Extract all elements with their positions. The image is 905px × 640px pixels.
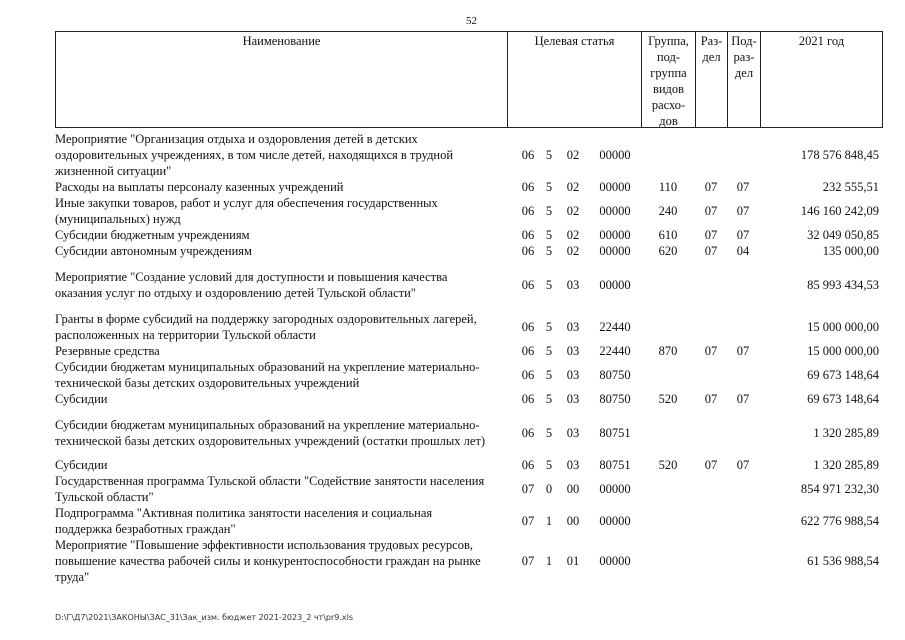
- page-number: 52: [466, 15, 477, 27]
- cell-amount: 85 993 434,53: [807, 278, 879, 292]
- cell-amount: 15 000 000,00: [807, 320, 879, 334]
- cell-t3: 03: [566, 320, 580, 334]
- cell-t4: 00000: [599, 482, 631, 496]
- cell-t3: 03: [566, 458, 580, 472]
- cell-t4: 22440: [599, 320, 631, 334]
- table-row: [55, 227, 883, 243]
- cell-t1: 06: [521, 458, 535, 472]
- cell-sec: 07: [704, 244, 718, 258]
- cell-t2: 5: [545, 148, 553, 162]
- row-name: Расходы на выплаты персоналу казенных учреждений: [55, 180, 344, 194]
- cell-t2: 5: [545, 278, 553, 292]
- cell-amount: 69 673 148,64: [807, 392, 879, 406]
- cell-t1: 06: [521, 368, 535, 382]
- cell-amount: 61 536 988,54: [807, 554, 879, 568]
- table-row: [55, 505, 883, 537]
- cell-grp: 610: [658, 228, 678, 242]
- cell-t3: 03: [566, 392, 580, 406]
- cell-amount: 146 160 242,09: [800, 204, 879, 218]
- cell-t4: 22440: [599, 344, 631, 358]
- cell-t3: 02: [566, 228, 580, 242]
- header-section: Раз- дел: [696, 32, 728, 127]
- table-row: [55, 457, 883, 473]
- cell-sec: 07: [704, 180, 718, 194]
- file-path-footer: D:\Г\Д7\2021\ЗАКОНЫ\ЗАС_31\Зак_изм. бюджет 2021-2023_2 чт\pr9.xls: [55, 613, 354, 622]
- cell-t1: 07: [521, 482, 535, 496]
- cell-t1: 06: [521, 148, 535, 162]
- row-name: Подпрограмма "Активная политика занятости населения и социальная поддержка безработных граждан": [55, 506, 433, 536]
- cell-t4: 00000: [599, 514, 631, 528]
- cell-t1: 06: [521, 228, 535, 242]
- cell-sec: 07: [704, 458, 718, 472]
- cell-t1: 06: [521, 320, 535, 334]
- cell-t3: 03: [566, 426, 580, 440]
- cell-amount: 15 000 000,00: [807, 344, 879, 358]
- cell-t3: 02: [566, 148, 580, 162]
- header-subsection: Под- раз- дел: [728, 32, 761, 127]
- cell-t2: 1: [545, 554, 553, 568]
- row-name: Государственная программа Тульской области "Содействие занятости населения Тульской области": [55, 474, 485, 504]
- row-name: Субсидии бюджетам муниципальных образований на укрепление материально- технической базы детских оздоровительных учреждений: [55, 360, 480, 390]
- cell-t2: 5: [545, 204, 553, 218]
- cell-grp: 240: [658, 204, 678, 218]
- cell-t1: 07: [521, 514, 535, 528]
- cell-sec: 07: [704, 204, 718, 218]
- cell-sec: 07: [704, 228, 718, 242]
- table-row: [55, 179, 883, 195]
- table-row: [55, 311, 883, 343]
- cell-amount: 32 049 050,85: [807, 228, 879, 242]
- cell-sub: 04: [736, 244, 750, 258]
- cell-t2: 5: [545, 392, 553, 406]
- cell-t4: 80750: [599, 368, 631, 382]
- header-target-article: Целевая статья: [508, 32, 642, 127]
- row-name: Субсидии бюджетным учреждениям: [55, 228, 250, 242]
- cell-t1: 06: [521, 344, 535, 358]
- row-name: Мероприятие "Организация отдыха и оздоровления детей в детских оздоровительных учреждениях, в том числе детей, находящихся в трудной жизненной ситуации": [55, 132, 454, 178]
- cell-amount: 135 000,00: [822, 244, 879, 258]
- cell-t2: 5: [545, 426, 553, 440]
- row-name: Субсидии: [55, 392, 108, 406]
- cell-t4: 80751: [599, 458, 631, 472]
- cell-t2: 1: [545, 514, 553, 528]
- header-year: 2021 год: [798, 34, 845, 48]
- table-header: [55, 31, 883, 128]
- cell-t3: 01: [566, 554, 580, 568]
- cell-t2: 5: [545, 180, 553, 194]
- cell-sub: 07: [736, 228, 750, 242]
- cell-t1: 06: [521, 180, 535, 194]
- cell-t4: 80751: [599, 426, 631, 440]
- table-row: [55, 359, 883, 391]
- cell-amount: 232 555,51: [822, 180, 879, 194]
- cell-t1: 06: [521, 278, 535, 292]
- row-name: Мероприятие "Создание условий для доступности и повышения качества оказания услуг по отдыху и оздоровлению детей Тульской области": [55, 270, 448, 300]
- cell-t1: 07: [521, 554, 535, 568]
- cell-grp: 620: [658, 244, 678, 258]
- cell-t4: 00000: [599, 278, 631, 292]
- row-name: Субсидии бюджетам муниципальных образований на укрепление материально- технической базы детских оздоровительных учреждений (остатки прошлых лет): [55, 418, 486, 448]
- cell-t3: 00: [566, 482, 580, 496]
- table-row: [55, 195, 883, 227]
- cell-t4: 00000: [599, 148, 631, 162]
- cell-sec: 07: [704, 392, 718, 406]
- cell-t3: 03: [566, 344, 580, 358]
- cell-sec: 07: [704, 344, 718, 358]
- cell-t4: 00000: [599, 180, 631, 194]
- cell-grp: 520: [658, 458, 678, 472]
- cell-t1: 06: [521, 244, 535, 258]
- cell-sub: 07: [736, 392, 750, 406]
- table-row: [55, 269, 883, 301]
- table-row: [55, 243, 883, 259]
- cell-t3: 02: [566, 180, 580, 194]
- cell-t3: 03: [566, 278, 580, 292]
- row-name: Резервные средства: [55, 344, 160, 358]
- cell-t4: 00000: [599, 554, 631, 568]
- row-name: Субсидии: [55, 458, 108, 472]
- cell-amount: 622 776 988,54: [800, 514, 879, 528]
- cell-t4: 00000: [599, 228, 631, 242]
- cell-t3: 02: [566, 204, 580, 218]
- table-row: [55, 343, 883, 359]
- cell-t2: 5: [545, 458, 553, 472]
- cell-t4: 00000: [599, 244, 631, 258]
- cell-t1: 06: [521, 426, 535, 440]
- cell-sub: 07: [736, 344, 750, 358]
- header-name: Наименование: [56, 32, 508, 127]
- table-row: [55, 131, 883, 179]
- cell-amount: 69 673 148,64: [807, 368, 879, 382]
- cell-t2: 0: [545, 482, 553, 496]
- cell-t4: 00000: [599, 204, 631, 218]
- cell-t2: 5: [545, 320, 553, 334]
- cell-t3: 03: [566, 368, 580, 382]
- row-name: Мероприятие "Повышение эффективности использования трудовых ресурсов, повышение качества рабочей силы и конкурентоспособности граждан на рынке труда": [55, 538, 481, 584]
- cell-t3: 02: [566, 244, 580, 258]
- cell-grp: 870: [658, 344, 678, 358]
- cell-sub: 07: [736, 204, 750, 218]
- cell-t2: 5: [545, 344, 553, 358]
- cell-grp: 520: [658, 392, 678, 406]
- table-row: [55, 473, 883, 505]
- cell-t2: 5: [545, 368, 553, 382]
- row-name: Иные закупки товаров, работ и услуг для обеспечения государственных (муниципальных) нужд: [55, 196, 438, 226]
- cell-t1: 06: [521, 204, 535, 218]
- cell-sub: 07: [736, 180, 750, 194]
- cell-t2: 5: [545, 228, 553, 242]
- cell-amount: 178 576 848,45: [800, 148, 879, 162]
- row-name: Гранты в форме субсидий на поддержку загородных оздоровительных лагерей, расположенных на территории Тульской области: [55, 312, 477, 342]
- cell-amount: 1 320 285,89: [813, 458, 879, 472]
- cell-amount: 854 971 232,30: [800, 482, 879, 496]
- table-row: [55, 537, 883, 585]
- table-row: [55, 417, 883, 449]
- table-row: [55, 391, 883, 407]
- cell-t2: 5: [545, 244, 553, 258]
- header-expense-group: Группа, под- группа видов расхо- дов: [642, 32, 696, 127]
- cell-t4: 80750: [599, 392, 631, 406]
- cell-sub: 07: [736, 458, 750, 472]
- cell-t1: 06: [521, 392, 535, 406]
- cell-t3: 00: [566, 514, 580, 528]
- row-name: Субсидии автономным учреждениям: [55, 244, 252, 258]
- cell-amount: 1 320 285,89: [813, 426, 879, 440]
- cell-grp: 110: [658, 180, 678, 194]
